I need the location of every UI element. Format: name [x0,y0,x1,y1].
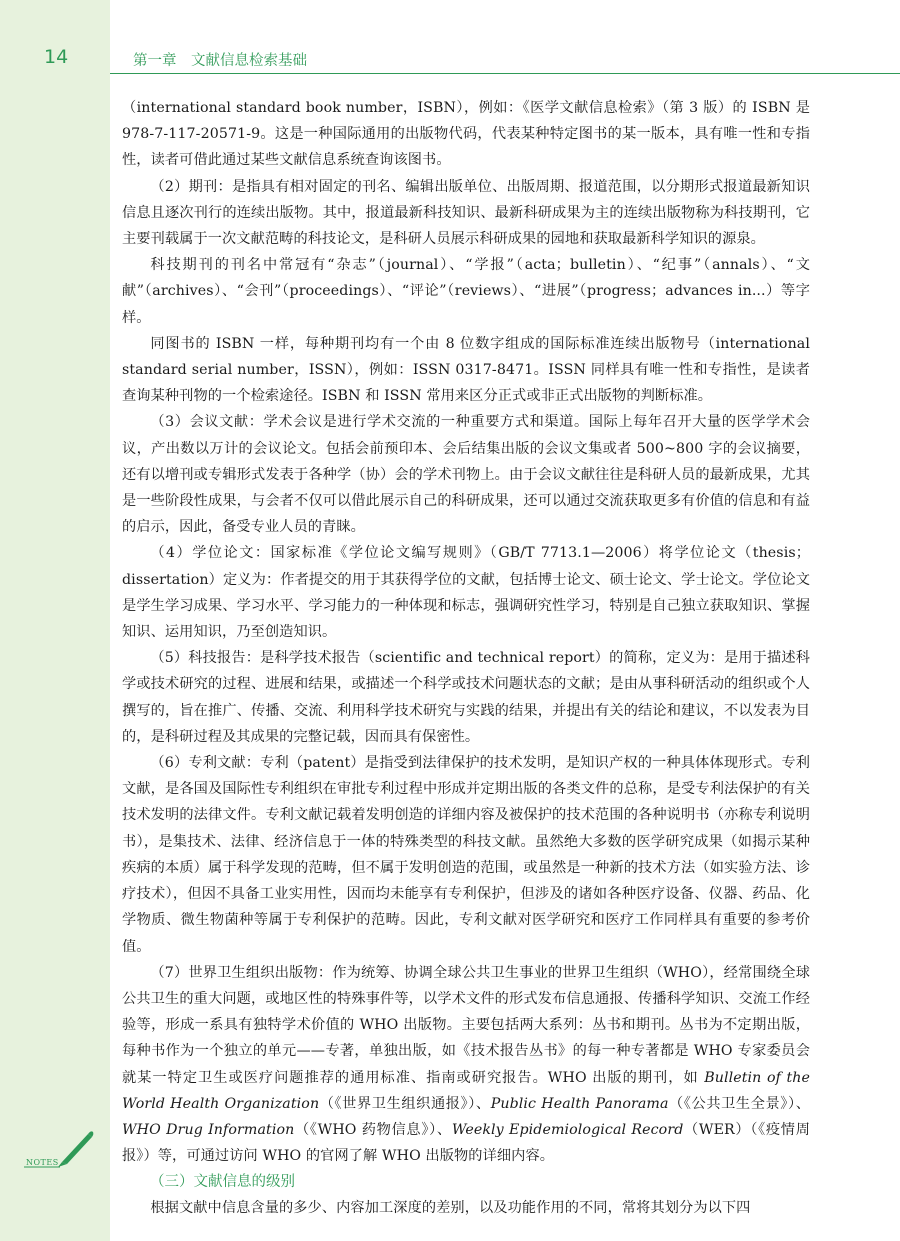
paragraph: （3）会议文献：学术会议是进行学术交流的一种重要方式和渠道。国际上每年召开大量的医学学术会议，产出数以万计的会议论文。包括会前预印本、会后结集出版的会议文集或者 500~800 字的会议摘要，还有以增刊或专辑形式发表于各种学（协）会的学术刊物上。由于会议文献往往是科研人员的最新成果，尤其是一些阶段性成果，与会者不仅可以借此展示自己的科研成果，还可以通过交流获取更多有价值的信息和有益的启示，因此，备受专业人员的青睐。 [122,414,810,536]
paragraph: （2）期刊：是指具有相对固定的刊名、编辑出版单位、出版周期、报道范围，以分期形式报道最新知识信息且逐次刊行的连续出版物。其中，报道最新科技知识、最新科研成果为主的连续出版物称为科技期刊，它主要刊载属于一次文献范畴的科技论文，是科研人员展示科研成果的园地和获取最新科学知识的源泉。 [122,178,810,248]
notes-margin [0,0,110,1241]
journal-title: Weekly Epidemiological Record [451,1121,684,1138]
journal-title: WHO Drug Information [122,1121,295,1138]
paragraph: 科技期刊的刊名中常冠有“杂志”（journal）、“学报”（acta；bulletin）、“纪事”（annals）、“文献”（archives）、“会刊”（proceedings）、“评论”（reviews）、“进展”（progress；advances in...）等字样。 [122,257,810,326]
notes-marker [22,1128,94,1168]
paragraph: （5）科技报告：是科学技术报告（scientific and technical report）的简称，定义为：是用于描述科学或技术研究的过程、进展和结果，或描述一个科学或技术问题状态的文献；是由从事科研活动的组织或个人撰写的，旨在推广、传播、交流、利用科学技术研究与实践的结果，并提出有关的结论和建议，不以发表为目的，是科研过程及其成果的完整记载，因而具有保密性。 [122,650,810,745]
paragraph: （4）学位论文：国家标准《学位论文编写规则》（GB/T 7713.1—2006）将学位论文（thesis；dissertation）定义为：作者提交的用于其获得学位的文献，包括博士论文、硕士论文、学士论文。学位论文是学生学习成果、学习水平、学习能力的一种体现和标志，强调研究性学习，特别是自己独立获取知识、掌握知识、运用知识，乃至创造知识。 [122,545,810,641]
paragraph: 同图书的 ISBN 一样，每种期刊均有一个由 8 位数字组成的国际标准连续出版物号（international standard serial number，ISSN），例如：ISSN 0317-8471。ISSN 同样具有唯一性和专指性，是读者查询某种刊物的一个检索途径。ISBN 和 ISSN 常用来区分正式或非正式出版物的判断标准。 [122,335,810,405]
paragraph-who [122,960,810,1170]
text-run: （《公共卫生全景》）、 [668,1095,810,1112]
running-head: 第一章 文献信息检索基础 [133,53,307,69]
text-run: （《WHO 药物信息》）、 [294,1121,452,1138]
paragraph: （international standard book number，ISBN），例如：《医学文献信息检索》（第 3 版）的 ISBN 是 978-7-117-20571-9。这是一种国际通用的出版物代码，代表某种特定图书的某一版本，具有唯一性和专指性，读者可借此通过某些文献信息系统查询该图书。 [122,100,810,169]
journal-title: Bulletin of the World Health Organization [122,1069,810,1112]
text-run: （7）世界卫生组织出版物：作为统筹、协调全球公共卫生事业的世界卫生组织（WHO），经常围绕全球公共卫生的重大问题，或地区性的特殊事件等，以学术文件的形式发布信息通报、传播科学知识、交流工作经验等，形成一系具有独特学术价值的 WHO 出版物。主要包括两大系列：丛书和期刊。丛书为不定期出版，每种书作为一个独立的单元——专著，单独出版，如《技术报告丛书》的每一种专著都是 WHO 专家委员会就某一特定卫生或医疗问题推荐的通用标准、指南或研究报告。WHO 出版的期刊，如 [122,964,810,1086]
paragraph: （6）专利文献：专利（patent）是指受到法律保护的技术发明，是知识产权的一种具体体现形式。专利文献，是各国及国际性专利组织在审批专利过程中形成并定期出版的各类文件的总称，是受专利法保护的有关技术发明的法律文件。专利文献记载着发明创造的详细内容及被保护的技术范围的各种说明书（亦称专利说明书），是集技术、法律、经济信息于一体的特殊类型的科技文献。虽然绝大多数的医学研究成果（如揭示某种疾病的本质）属于科学发现的范畴，但不属于发明创造的范围，或虽然是一种新的技术方法（如实验方法、诊疗技术），但因不具备工业实用性，因而均未能享有专利保护，但涉及的诸如各种医疗设备、仪器、药品、化学物质、微生物菌种等属于专利保护的范畴。因此，专利文献对医学研究和医疗工作同样具有重要的参考价值。 [122,755,810,955]
journal-title: Public Health Panorama [490,1095,669,1112]
text-run: （WER）（《疫情周报》）等，可通过访问 WHO 的官网了解 WHO 出版物的详细内容。 [122,1121,810,1165]
paragraph: 根据文献中信息含量的多少、内容加工深度的差别，以及功能作用的不同，常将其划分为以下四 [150,1200,751,1217]
body-text [122,95,810,1222]
section-heading: （三）文献信息的级别 [150,1174,295,1191]
text-run: （《世界卫生组织通报》）、 [319,1095,491,1112]
notes-label: NOTES [26,1158,59,1167]
page-number: 14 [44,46,69,68]
header-rule [110,73,900,74]
